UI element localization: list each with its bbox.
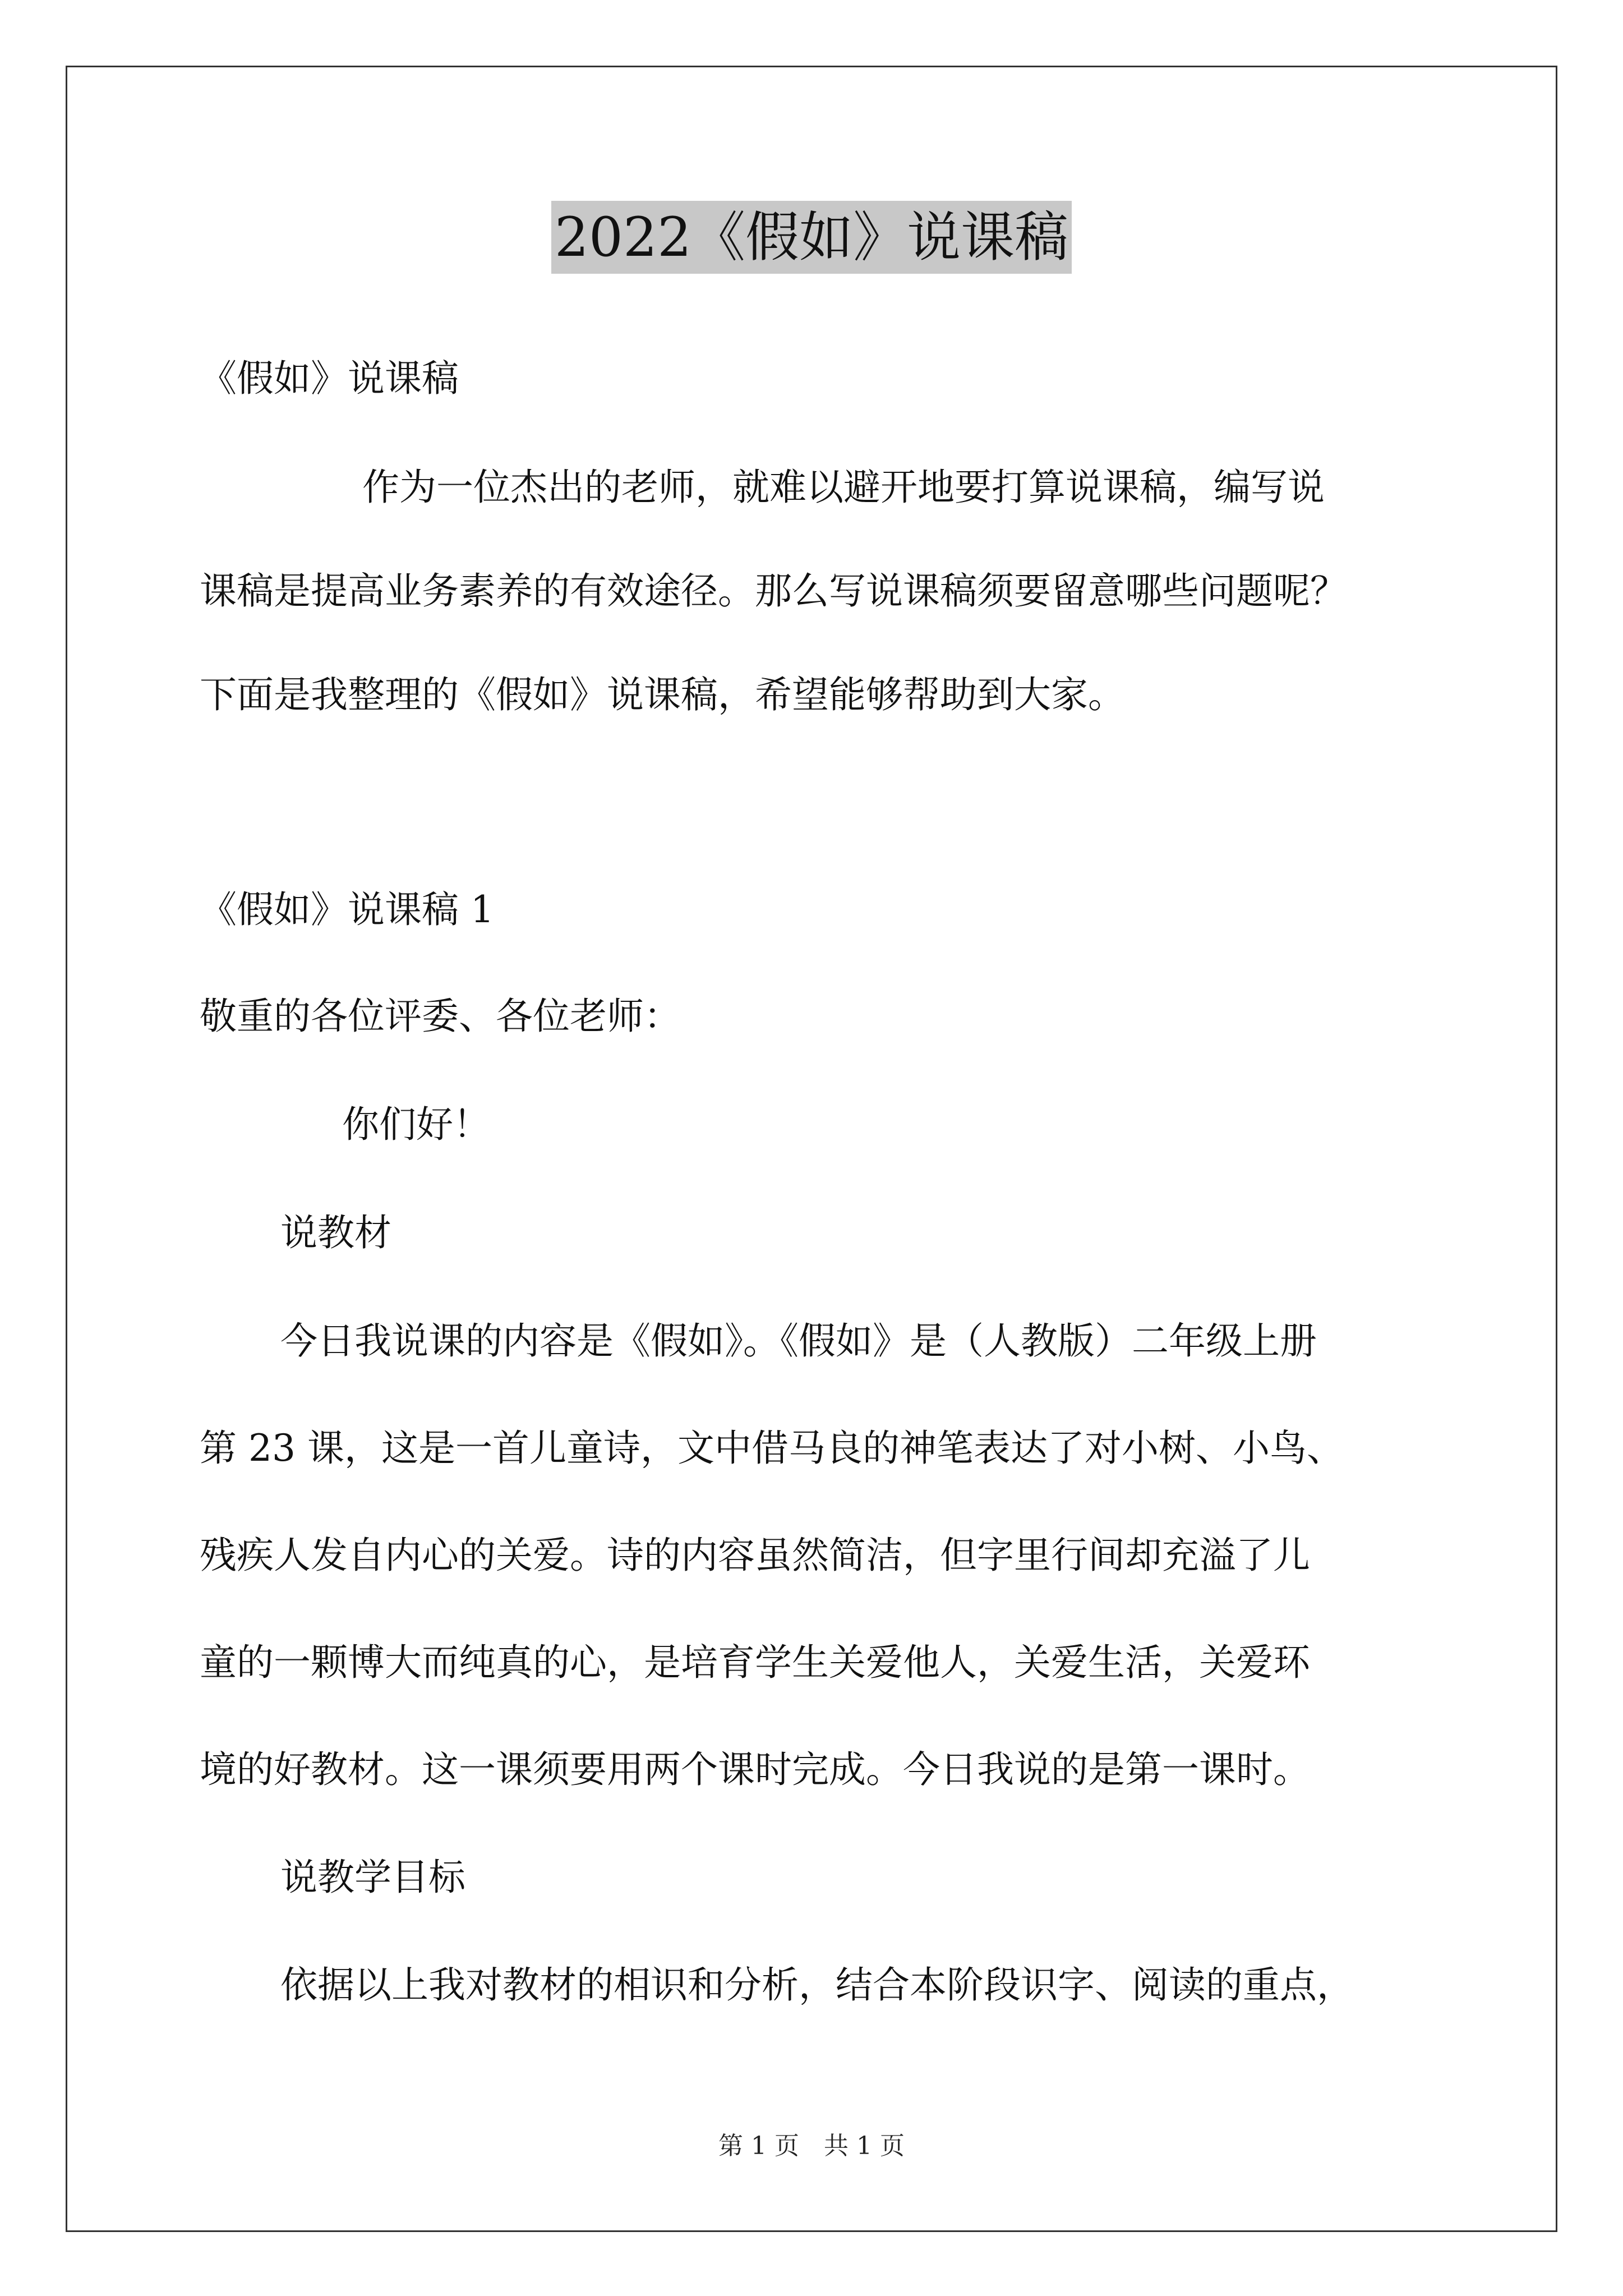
body-paragraph-line: 今日我说课的内容是《假如》。《假如》是（人教版）二年级上册 xyxy=(280,1319,1317,1363)
body-paragraph-line: 境的好教材。这一课须要用两个课时完成。今日我说的是第一课时。 xyxy=(200,1748,1310,1791)
body-paragraph-line: 童的一颗博大而纯真的心，是培育学生关爱他人，关爱生活，关爱环 xyxy=(200,1641,1310,1684)
subheading-teaching-goals: 说教学目标 xyxy=(280,1856,465,1899)
document-title-text: 2022《假如》说课稿 xyxy=(551,201,1072,274)
intro-paragraph-line: 课稿是提高业务素养的有效途径。那么写说课稿须要留意哪些问题呢？ xyxy=(200,569,1347,613)
page-footer: 第 1 页 共 1 页 xyxy=(718,2132,905,2160)
salutation-line: 敬重的各位评委、各位老师： xyxy=(200,995,681,1038)
document-title xyxy=(0,201,1623,274)
body-paragraph-line: 第 23 课，这是一首儿童诗，文中借马良的神笔表达了对小树、小鸟、 xyxy=(200,1427,1344,1470)
intro-paragraph-line: 作为一位杰出的老师，就难以避开地要打算说课稿，编写说 xyxy=(362,466,1325,509)
subheading-textbook: 说教材 xyxy=(280,1211,391,1254)
body-paragraph-line: 依据以上我对教材的相识和分析，结合本阶段识字、阅读的重点， xyxy=(280,1963,1354,2007)
section-heading: 《假如》说课稿 1 xyxy=(200,888,494,931)
subtitle-line: 《假如》说课稿 xyxy=(200,357,459,400)
greeting-line: 你们好！ xyxy=(342,1103,490,1146)
body-paragraph-line: 残疾人发自内心的关爱。诗的内容虽然简洁，但字里行间却充溢了儿 xyxy=(200,1534,1310,1577)
intro-paragraph-line: 下面是我整理的《假如》说课稿，希望能够帮助到大家。 xyxy=(200,673,1125,716)
